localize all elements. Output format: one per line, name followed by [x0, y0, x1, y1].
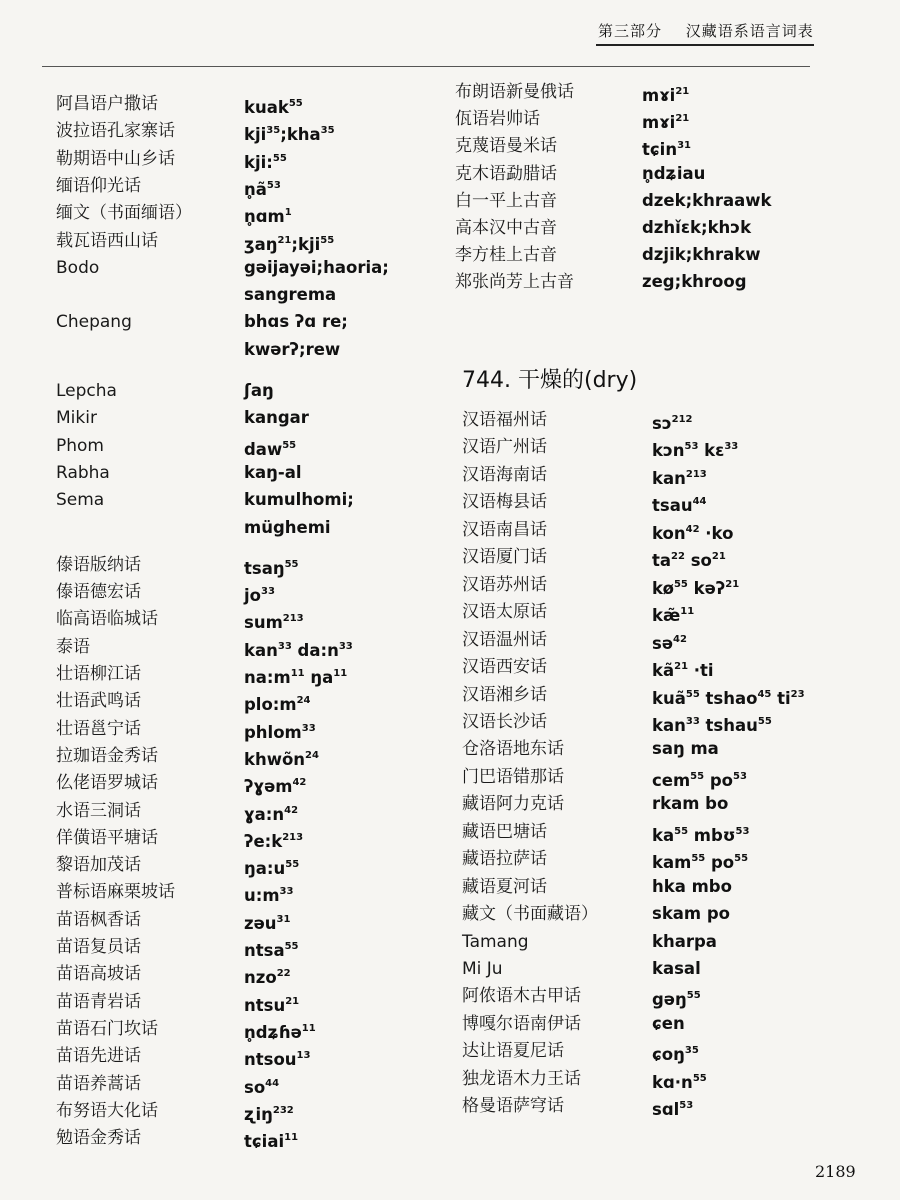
tone-number: 55 [284, 558, 299, 570]
phonetic-part: ʒaŋ [244, 234, 278, 254]
phonetic-form [652, 1066, 707, 1096]
tone-number: 55 [288, 98, 303, 109]
language-name: 苗语复员话 [56, 937, 141, 957]
language-name: 李方桂上古音 [455, 245, 557, 266]
word-entry [462, 1011, 900, 1037]
phonetic-form [652, 1093, 693, 1123]
language-name: Mikir [56, 408, 97, 429]
phonetic-part: kuak [244, 98, 289, 117]
phonetic-form [652, 517, 733, 547]
phonetic-part: ntsou [244, 1050, 297, 1070]
phonetic-part: u:m [244, 886, 280, 906]
phonetic-part: ŋa [304, 668, 334, 687]
word-entry [462, 1038, 900, 1064]
phonetic-part: mɤi [642, 113, 676, 133]
section-number: 744. [462, 368, 511, 393]
language-name: 苗语高坡话 [56, 964, 141, 985]
tone-number: 44 [692, 496, 707, 508]
phonetic-form [652, 462, 707, 492]
phonetic-form [652, 489, 707, 519]
phonetic-part: n̥dʑiau [642, 163, 706, 183]
word-entry [462, 819, 900, 845]
language-name: 苗语青岩话 [56, 991, 141, 1012]
tone-number: 21 [675, 86, 690, 97]
language-name: 布努语大化话 [56, 1100, 158, 1121]
language-name: 波拉语孔家寨话 [56, 121, 175, 142]
phonetic-part: kø [652, 578, 674, 598]
tone-number: 1 [284, 207, 292, 219]
phonetic-part: kã [652, 661, 675, 681]
phonetic-form [652, 599, 694, 629]
phonetic-part: gəŋ [652, 990, 687, 1010]
phonetic-part: kan [652, 468, 686, 488]
phonetic-form [652, 736, 719, 762]
tone-number: 11 [301, 1022, 316, 1034]
tone-number: 33 [724, 441, 739, 453]
tone-number: 53 [735, 825, 750, 837]
phonetic-part: tshau [699, 715, 758, 735]
language-name: 勉语金秀话 [56, 1128, 141, 1149]
phonetic-part: tɕiai [244, 1132, 285, 1152]
tone-number: 55 [686, 990, 701, 1002]
tone-number: 11 [284, 1132, 299, 1144]
tone-number: 55 [691, 853, 706, 865]
tone-number: 55 [690, 770, 705, 782]
section-title: 干燥的(dry) [517, 368, 638, 393]
phonetic-part: mɤi [642, 86, 676, 105]
phonetic-part: cem [652, 770, 691, 790]
language-name: 勒期语中山乡话 [56, 148, 175, 169]
tone-number: 13 [296, 1050, 311, 1062]
phonetic-part: tɕin [642, 140, 678, 160]
language-name: 汉语梅县话 [462, 492, 547, 513]
word-entry [462, 709, 900, 735]
tone-number: 21 [725, 578, 740, 590]
phonetic-part: da:n [291, 640, 339, 660]
tone-number: 55 [757, 715, 772, 727]
tone-number: 22 [276, 968, 291, 980]
tone-number: 55 [282, 439, 297, 451]
tone-number: 33 [301, 722, 316, 734]
language-name: 黎语加茂话 [56, 855, 141, 876]
tone-number: 33 [277, 640, 292, 652]
phonetic-part: sum [244, 613, 283, 633]
word-entry [462, 1093, 900, 1119]
language-name: 汉语南昌话 [462, 519, 547, 540]
phonetic-part: kam [652, 853, 692, 873]
language-name: 汉语太原话 [462, 602, 547, 623]
phonetic-part: ·ti [688, 661, 714, 681]
phonetic-part: ti [771, 688, 791, 708]
phonetic-part: ntsu [244, 995, 286, 1015]
phonetic-part: kan [244, 640, 278, 660]
phonetic-part: kangar [244, 408, 309, 428]
language-name: 格曼语萨穹话 [462, 1096, 564, 1117]
tone-number: 24 [296, 695, 311, 707]
tone-number: 33 [261, 586, 275, 598]
phonetic-form [652, 983, 701, 1013]
tone-number: 11 [333, 668, 348, 679]
phonetic-part: ʔe:k [244, 831, 283, 851]
phonetic-form [652, 572, 739, 602]
phonetic-form [652, 434, 738, 464]
language-name: Rabha [56, 462, 110, 483]
language-name: 藏语巴塘话 [462, 821, 547, 842]
phonetic-part: na:m [244, 668, 291, 687]
language-name: 门巴语错那话 [462, 766, 564, 787]
phonetic-part: zeg;khroog [642, 272, 747, 292]
phonetic-form [652, 407, 692, 437]
phonetic-part: kan [652, 715, 686, 735]
language-name: 汉语温州话 [462, 629, 547, 650]
language-name: 缅文（书面缅语） [56, 203, 192, 224]
phonetic-part: sɔ [652, 414, 672, 433]
phonetic-form [652, 654, 714, 684]
phonetic-part: po [705, 853, 735, 873]
language-name: 汉语西安话 [462, 657, 547, 678]
phonetic-part: ·ko [699, 523, 734, 543]
language-name: 苗语先进话 [56, 1046, 141, 1067]
phonetic-part: daw [244, 439, 283, 459]
tone-number: 23 [790, 688, 805, 700]
tone-number: 21 [675, 113, 690, 125]
tone-number: 31 [276, 913, 291, 925]
phonetic-form [652, 764, 747, 794]
language-name: Chepang [56, 312, 132, 333]
tone-number: 213 [282, 613, 304, 625]
word-entry [462, 764, 900, 790]
language-name: 独龙语木力王话 [462, 1068, 581, 1089]
tone-number: 33 [685, 715, 700, 727]
tone-number: 31 [677, 140, 691, 152]
word-entry [462, 489, 900, 515]
phonetic-part: so [244, 1077, 266, 1097]
phonetic-part: rkam bo [652, 794, 729, 814]
tone-number: 21 [277, 234, 292, 246]
language-name: Bodo [56, 257, 100, 278]
phonetic-part: kuã [652, 688, 686, 708]
phonetic-part: ta [652, 551, 672, 571]
word-entry [462, 434, 900, 460]
language-name: 汉语厦门话 [462, 547, 547, 568]
phonetic-part: n̥ɑm [244, 207, 285, 227]
phonetic-part: n̥ã [244, 179, 267, 199]
language-name: 缅语仰光话 [56, 175, 141, 196]
language-name: Sema [56, 490, 105, 511]
language-name: 苗语石门坎话 [56, 1018, 158, 1039]
tone-number: 33 [279, 886, 294, 898]
tone-number: 55 [673, 578, 688, 590]
tone-number: 24 [305, 749, 319, 761]
phonetic-part: ʔɣəm [244, 777, 293, 797]
word-entry [462, 517, 900, 543]
tone-number: 55 [692, 1072, 707, 1084]
phonetic-part: kɑ·n [652, 1072, 693, 1092]
language-name: Phom [56, 435, 104, 456]
phonetic-part: ka [652, 825, 675, 845]
word-entry [462, 929, 900, 955]
phonetic-part: gəijayəi;haoria; [244, 257, 389, 277]
word-entry [462, 682, 900, 708]
tone-number: 55 [284, 941, 299, 952]
phonetic-part: dzek;khraawk [642, 190, 772, 210]
tone-number: 53 [679, 1100, 694, 1112]
phonetic-part: ʃaŋ [244, 381, 274, 400]
tone-number: 35 [266, 125, 281, 137]
tone-number: 45 [757, 688, 772, 700]
phonetic-part: ɕen [652, 1013, 685, 1033]
tone-number: 21 [674, 661, 689, 673]
language-name: 达让语夏尼话 [462, 1041, 564, 1062]
phonetic-form [652, 682, 805, 712]
phonetic-part: ʐiŋ [244, 1104, 273, 1124]
header-part: 第三部分 [598, 22, 663, 40]
phonetic-form [652, 846, 748, 876]
language-name: 藏语拉萨话 [462, 849, 547, 870]
language-name: 汉语湘乡话 [462, 684, 547, 705]
phonetic-part: so [684, 551, 712, 571]
phonetic-form-continuation: müghemi [244, 517, 331, 537]
phonetic-part: kji: [244, 152, 273, 172]
phonetic-part: plo:m [244, 695, 297, 715]
phonetic-part: ntsa [244, 941, 285, 960]
word-entry [462, 462, 900, 488]
header-title: 汉藏语系语言词表 [685, 22, 814, 40]
word-entry [462, 572, 900, 598]
tone-number: 55 [734, 853, 749, 865]
tone-number: 55 [272, 152, 287, 164]
language-name: 佤语岩帅话 [455, 109, 540, 130]
language-name: 藏文（书面藏语） [462, 904, 598, 925]
tone-number: 53 [266, 179, 281, 191]
tone-number: 55 [320, 234, 335, 246]
language-name: 壮语武鸣话 [56, 691, 141, 712]
phonetic-part: phlom [244, 722, 302, 742]
word-entry [462, 846, 900, 872]
language-name: 郑张尚芳上古音 [455, 272, 574, 293]
phonetic-part: kumulhomi; [244, 490, 354, 510]
phonetic-part: ɣa:n [244, 804, 285, 824]
language-name: 苗语枫香话 [56, 909, 141, 930]
tone-number: 44 [265, 1077, 280, 1089]
phonetic-form [652, 874, 732, 900]
language-name: 泰语 [56, 636, 90, 657]
tone-number: 42 [685, 523, 700, 535]
phonetic-part: ;kji [291, 234, 321, 254]
language-name: 仓洛语地东话 [462, 739, 564, 760]
phonetic-part: tshao [699, 688, 758, 708]
phonetic-part: ɕoŋ [652, 1045, 685, 1065]
language-name: 傣语版纳话 [56, 554, 141, 575]
phonetic-part: po [704, 770, 733, 790]
tone-number: 42 [673, 633, 687, 645]
phonetic-form [652, 1011, 685, 1037]
language-name: 壮语柳江话 [56, 664, 141, 684]
phonetic-part: skam po [652, 904, 731, 924]
tone-number: 232 [272, 1104, 294, 1116]
tone-number: 33 [338, 640, 353, 652]
phonetic-part: mbʊ [688, 825, 736, 845]
word-entry [462, 874, 900, 900]
language-name: 傣语德宏话 [56, 582, 141, 603]
phonetic-part: ŋa:u [244, 859, 286, 879]
word-entry [462, 983, 900, 1009]
phonetic-part: hka mbo [652, 876, 732, 896]
language-name: 拉珈语金秀话 [56, 745, 158, 766]
phonetic-form [652, 544, 726, 574]
tone-number: 55 [674, 825, 689, 837]
language-name: 汉语海南话 [462, 464, 547, 485]
language-name: 临高语临城话 [56, 609, 158, 630]
language-name: 苗语养蒿话 [56, 1073, 141, 1094]
language-name: 汉语苏州话 [462, 574, 547, 595]
phonetic-form [652, 956, 701, 982]
language-name: 阿侬语木古甲话 [462, 986, 581, 1007]
language-name: 克蔑语曼米话 [455, 136, 557, 157]
tone-number: 213 [685, 468, 707, 480]
language-name: Mi Ju [462, 959, 503, 979]
phonetic-form-continuation: sangrema [244, 285, 337, 305]
tone-number: 21 [711, 551, 726, 563]
tone-number: 22 [671, 551, 685, 563]
tone-number: 53 [684, 441, 699, 453]
phonetic-part: ;kha [280, 125, 321, 145]
phonetic-form [652, 901, 730, 927]
phonetic-part: kæ̃ [652, 606, 681, 626]
language-name: 阿昌语户撒话 [56, 94, 158, 114]
tone-number: 55 [285, 859, 300, 871]
word-entry [462, 956, 900, 982]
tone-number: 55 [685, 688, 700, 700]
word-entry [462, 736, 900, 762]
language-name: 佯僙语平塘话 [56, 827, 158, 848]
phonetic-part: kon [652, 523, 686, 543]
phonetic-part: kɛ [698, 441, 725, 461]
word-entry [462, 544, 900, 570]
language-name: 克木语勐腊话 [455, 163, 557, 184]
page-number: 2189 [815, 1162, 856, 1181]
language-name: 水语三洞话 [56, 800, 141, 821]
phonetic-part: dzjik;khrakw [642, 245, 761, 265]
tone-number: 42 [284, 804, 299, 816]
phonetic-form [652, 819, 749, 849]
phonetic-part: zəu [244, 913, 277, 933]
phonetic-form [652, 929, 717, 955]
phonetic-form [652, 627, 687, 657]
phonetic-part: kɔn [652, 441, 685, 461]
tone-number: 11 [680, 606, 695, 618]
phonetic-part: dzhǐɛk;khɔk [642, 218, 752, 237]
phonetic-form [652, 1038, 699, 1068]
language-name: 仫佬语罗城话 [56, 773, 158, 794]
language-name: 汉语长沙话 [462, 711, 547, 732]
tone-number: 35 [320, 125, 335, 137]
word-entry [462, 407, 900, 433]
phonetic-part: saŋ ma [652, 739, 719, 759]
phonetic-part: bhɑs ʔɑ re; [244, 312, 348, 332]
language-name: 高本汉中古音 [455, 218, 557, 238]
phonetic-part: khwõn [244, 749, 306, 769]
phonetic-part: nzo [244, 968, 277, 988]
phonetic-part: tsaŋ [244, 558, 285, 578]
tone-number: 42 [292, 777, 307, 789]
tone-number: 213 [282, 831, 304, 843]
language-name: 载瓦语西山话 [56, 230, 158, 251]
language-name: Lepcha [56, 381, 117, 401]
phonetic-part: sɑl [652, 1100, 680, 1120]
language-name: 藏语夏河话 [462, 876, 547, 897]
phonetic-part: kji [244, 125, 267, 145]
tone-number: 212 [671, 414, 693, 425]
language-name: 藏语阿力克话 [462, 794, 564, 815]
phonetic-part: sə [652, 633, 674, 653]
word-entry [462, 654, 900, 680]
phonetic-part: kharpa [652, 931, 717, 951]
tone-number: 21 [285, 995, 300, 1007]
word-entry [462, 901, 900, 927]
phonetic-part: tsau [652, 496, 693, 516]
language-name: 白一平上古音 [455, 190, 557, 211]
language-name: 壮语邕宁话 [56, 718, 141, 739]
word-entry [462, 627, 900, 653]
phonetic-form-continuation: kwərʔ;rew [244, 339, 341, 359]
tone-number: 11 [290, 668, 305, 679]
language-name: 汉语福州话 [462, 410, 547, 430]
phonetic-form [652, 709, 772, 739]
phonetic-part: kasal [652, 959, 701, 978]
language-name: 普标语麻栗坡话 [56, 882, 175, 903]
language-name: Tamang [462, 931, 529, 952]
tone-number: 35 [684, 1045, 699, 1057]
phonetic-part: kəʔ [687, 578, 726, 598]
word-entry [462, 791, 900, 817]
word-entry [462, 1066, 900, 1092]
phonetic-form [652, 791, 728, 817]
language-name: 汉语广州话 [462, 437, 547, 458]
language-name: 博嘎尔语南伊话 [462, 1013, 581, 1034]
tone-number: 53 [733, 770, 747, 782]
phonetic-part: jo [244, 586, 261, 606]
word-entry [462, 599, 900, 625]
language-name: 布朗语新曼俄话 [455, 82, 574, 102]
phonetic-part: n̥dʑɦə [244, 1022, 302, 1042]
phonetic-part: kaŋ-al [244, 462, 302, 482]
